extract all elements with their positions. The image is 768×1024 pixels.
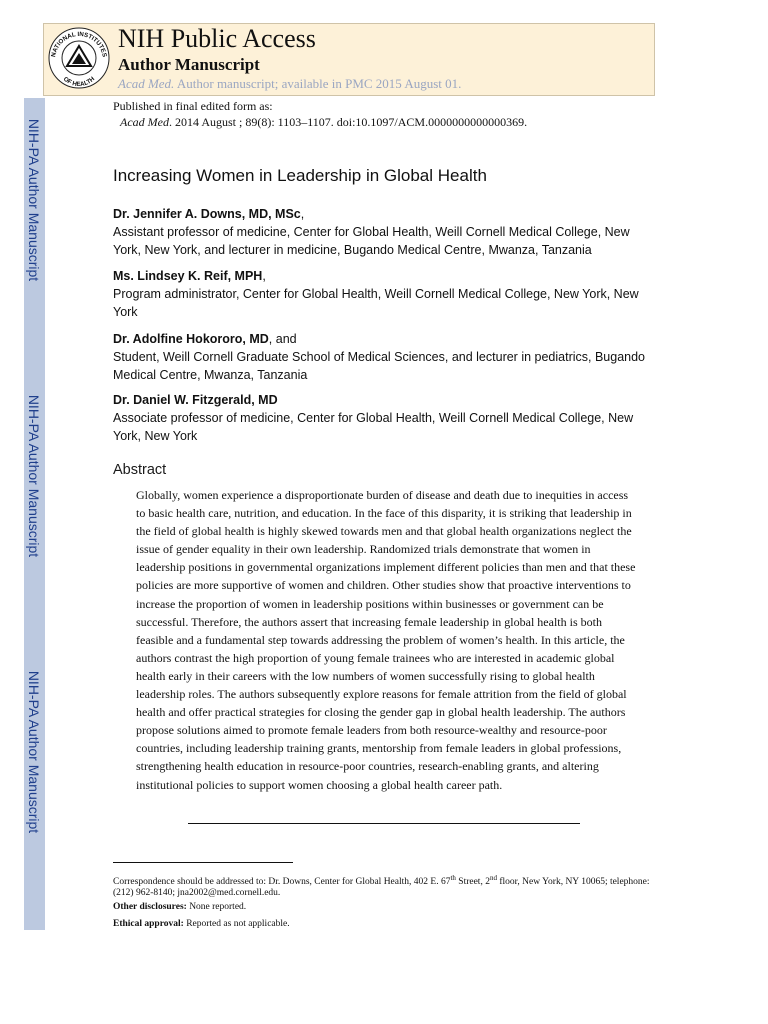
author-entry bbox=[113, 391, 653, 445]
author-name: Ms. Lindsey K. Reif, MPH bbox=[113, 269, 263, 283]
author-entry: Ms. Lindsey K. Reif, MPH, Program administrator, Center for Global Health, Weill Cornell Medical College, New York, New York bbox=[113, 267, 653, 321]
other-disclosures-footnote: Other disclosures: None reported. bbox=[113, 902, 247, 912]
citation-line bbox=[120, 115, 527, 130]
availability-text: Author manuscript; available in PMC 2015 August 01. bbox=[176, 76, 462, 91]
article-title: Increasing Women in Leadership in Global Health bbox=[113, 166, 487, 185]
page-title: NIH Public Access bbox=[118, 24, 316, 53]
logo-bottom-text: OF HEALTH bbox=[61, 75, 97, 89]
correspondence-footnote: Correspondence should be addressed to: Dr. Downs, Center for Global Health, 402 E. 67th Street, 2nd floor, New York, NY 10065; telephone: (212) 962-8140; jna2002@med.cornell.edu. bbox=[113, 874, 650, 899]
footnote-divider bbox=[113, 862, 293, 863]
author-affiliation: Program administrator, Center for Global Health, Weill Cornell Medical College, New York, New York bbox=[113, 287, 639, 319]
citation-details: . 2014 August ; 89(8): 1103–1107. doi:10.1097/ACM.0000000000000369. bbox=[168, 115, 528, 129]
published-label: Published in final edited form as: bbox=[113, 99, 273, 113]
manuscript-subtitle: Author Manuscript bbox=[118, 55, 260, 74]
author-affiliation: Assistant professor of medicine, Center for Global Health, Weill Cornell Medical College, New York, New York, and lecturer in medicine, Bugando Medical Centre, Mwanza, Tanzania bbox=[113, 225, 630, 257]
author-name: Dr. Daniel W. Fitzgerald, MD bbox=[113, 393, 278, 407]
abstract-heading: Abstract bbox=[113, 462, 167, 478]
nih-seal-logo-icon bbox=[47, 26, 111, 90]
abstract-divider bbox=[188, 823, 580, 824]
availability-line bbox=[118, 76, 461, 92]
author-affiliation: Student, Weill Cornell Graduate School of Medical Sciences, and lecturer in pediatrics, Bugando Medical Centre, Mwanza, Tanzania bbox=[113, 350, 646, 382]
abstract-text: Globally, women experience a disproportionate burden of disease and death due to inequities in access to basic health care, nutrition, and education. In the face of this disparity, it is striking that leadership in the field of global health is highly skewed towards men and that global health organizations neglect the issue of gender equality in their own leadership. Randomized trials demonstrate that women in leadership positions in governmental organizations implement different policies than men and that these policies are more supportive of women and children. Other studies show that proactive interventions to increase the proportion of women in leadership positions within businesses or government can be successful. Therefore, the authors assert that increasing female leadership in global health is both feasible and a fundamental step towards addressing the problem of women’s health. In this article, the authors contrast the high proportion of young female trainees who are interested in academic global health early in their careers with the low numbers of women successfully rising to global health leadership roles. The authors subsequently explore reasons for female attrition from the field of global health and offer practical strategies for closing the gender gap in global health leadership. The authors propose solutions aimed to promote female leaders from both resource-wealthy and resource-poor countries, including leadership training grants, mentorship from female leaders in global professions, strengthening health education in resource-poor countries, research-enabling grants, and altering institutional policies to support women choosing a global health career path. bbox=[136, 488, 636, 792]
journal-abbrev: Acad Med. bbox=[118, 76, 175, 91]
citation-journal: Acad Med bbox=[120, 115, 169, 129]
logo-top-text: NATIONAL INSTITUTES bbox=[50, 30, 108, 58]
author-name: Dr. Jennifer A. Downs, MD, MSc bbox=[113, 207, 301, 221]
author-entry: Dr. Adolfine Hokororo, MD, and Student, Weill Cornell Graduate School of Medical Sciences, and lecturer in pediatrics, Bugando Medical Centre, Mwanza, Tanzania bbox=[113, 330, 653, 384]
ethical-approval-footnote: Ethical approval: Reported as not applicable. bbox=[113, 919, 290, 929]
author-entry: Dr. Jennifer A. Downs, MD, MSc, Assistant professor of medicine, Center for Global Health, Weill Cornell Medical College, New York, New York, and lecturer in medicine, Bugando Medical Centre, Mwanza, Tanzania bbox=[113, 205, 653, 259]
author-name: Dr. Adolfine Hokororo, MD bbox=[113, 332, 269, 346]
author-affiliation: Associate professor of medicine, Center for Global Health, Weill Cornell Medical College, New York, New York bbox=[113, 411, 634, 443]
